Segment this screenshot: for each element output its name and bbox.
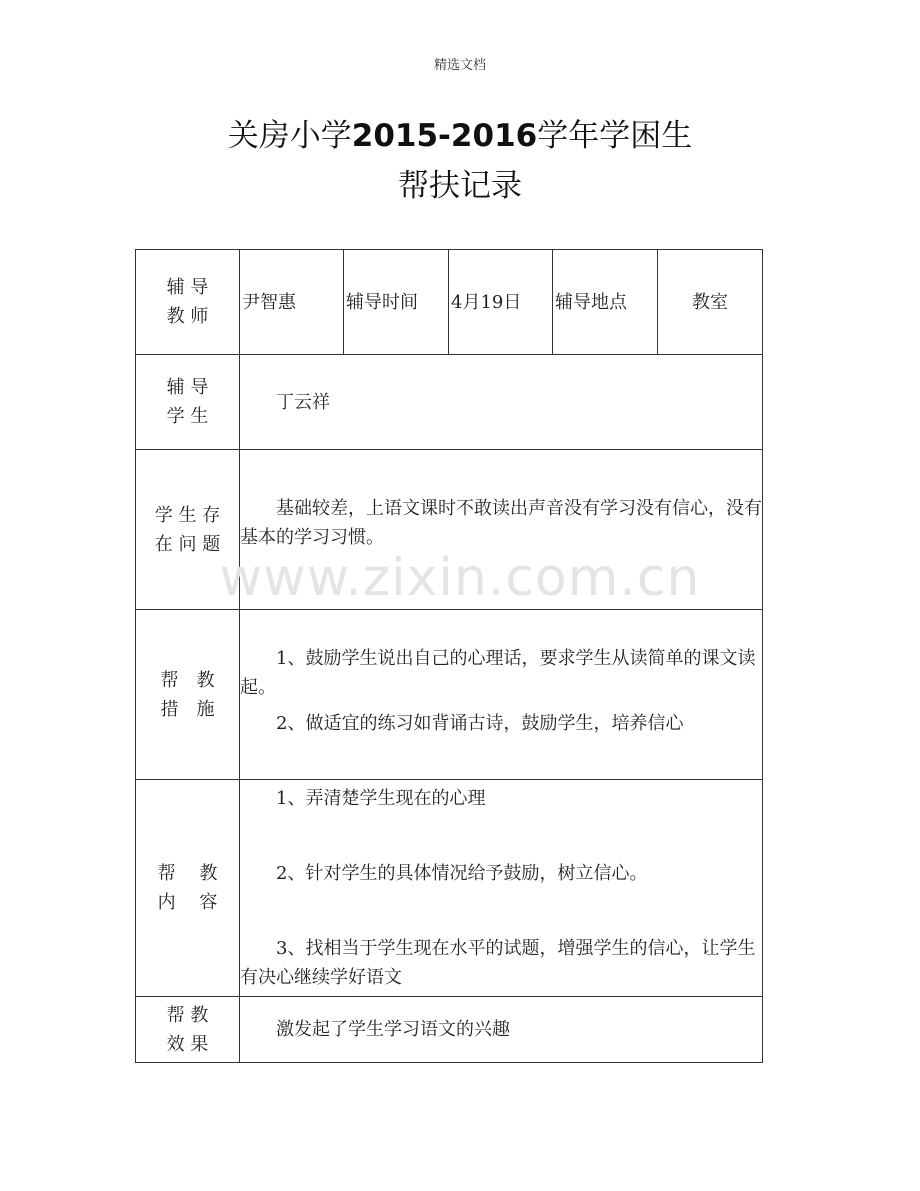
- problem-label-line1: 学 生 存: [154, 504, 221, 526]
- problem-value: 基础较差，上语文课时不敢读出声音没有学习没有信心，没有基本的学习习惯。: [240, 498, 762, 548]
- row-student: [136, 355, 763, 450]
- content-label-line2: 内 容: [157, 892, 218, 913]
- watermark-text: www.zixin.com.cn: [219, 548, 701, 608]
- document-title-line2: 帮扶记录: [398, 168, 522, 204]
- tutor-teacher-label-line1: 辅 导: [166, 277, 209, 298]
- tutor-time-label: 辅导时间: [344, 250, 449, 355]
- measures-label-line2: 措 施: [160, 698, 215, 720]
- row-effect: [136, 997, 763, 1063]
- student-value-cell: [240, 355, 763, 450]
- effect-label-line1: 帮 教: [166, 1004, 209, 1026]
- row-tutor-info: [136, 250, 763, 355]
- title-school: 关房小学: [227, 118, 352, 154]
- student-label-line2: 学 生: [166, 406, 209, 427]
- student-value: 丁云祥: [276, 391, 330, 413]
- row-content: [136, 780, 763, 997]
- problem-label-cell: [136, 450, 240, 610]
- page-header-label: 精选文档: [433, 58, 486, 73]
- tutor-teacher-label-line2: 教 师: [166, 306, 209, 327]
- row-problem: [136, 450, 763, 610]
- document-title-line1: [0, 110, 920, 155]
- tutor-time-value: 4月19日: [449, 250, 553, 355]
- tutor-teacher-label-cell: [136, 250, 240, 355]
- student-label-cell: [136, 355, 240, 450]
- problem-label-line2: 在 问 题: [154, 533, 221, 555]
- effect-label-line2: 效 果: [166, 1033, 209, 1055]
- measures-label-line1: 帮 教: [160, 669, 215, 691]
- student-label-line1: 辅 导: [166, 377, 209, 398]
- tutor-place-value: 教室: [658, 250, 763, 355]
- effect-value-cell: [240, 997, 763, 1063]
- tutor-teacher-value: 尹智惠: [240, 250, 344, 355]
- title-years: 2015-2016: [351, 118, 538, 154]
- tutor-place-label: 辅导地点: [553, 250, 658, 355]
- measures-label-cell: [136, 610, 240, 780]
- measures-cell: [240, 610, 763, 780]
- measure-item-1: 1、鼓励学生说出自己的心理话，要求学生从读简单的课文读起。: [240, 648, 756, 698]
- row-measures: [136, 610, 763, 780]
- tutoring-record-table: [135, 249, 763, 1063]
- problem-value-cell: [240, 450, 763, 610]
- title-suffix: 学年学困生: [537, 118, 693, 154]
- content-item-3: 3、找相当于学生现在水平的试题，增强学生的信心，让学生有决心继续学好语文: [240, 938, 756, 988]
- effect-value: 激发起了学生学习语文的兴趣: [276, 1019, 510, 1040]
- content-label-line1: 帮 教: [157, 863, 218, 884]
- effect-label-cell: [136, 997, 240, 1063]
- content-item-1: 1、弄清楚学生现在的心理: [276, 788, 486, 809]
- content-cell: [240, 780, 763, 997]
- measure-item-2: 2、做适宜的练习如背诵古诗，鼓励学生，培养信心: [276, 713, 684, 734]
- content-label-cell: [136, 780, 240, 997]
- content-item-2: 2、针对学生的具体情况给予鼓励，树立信心。: [276, 863, 648, 884]
